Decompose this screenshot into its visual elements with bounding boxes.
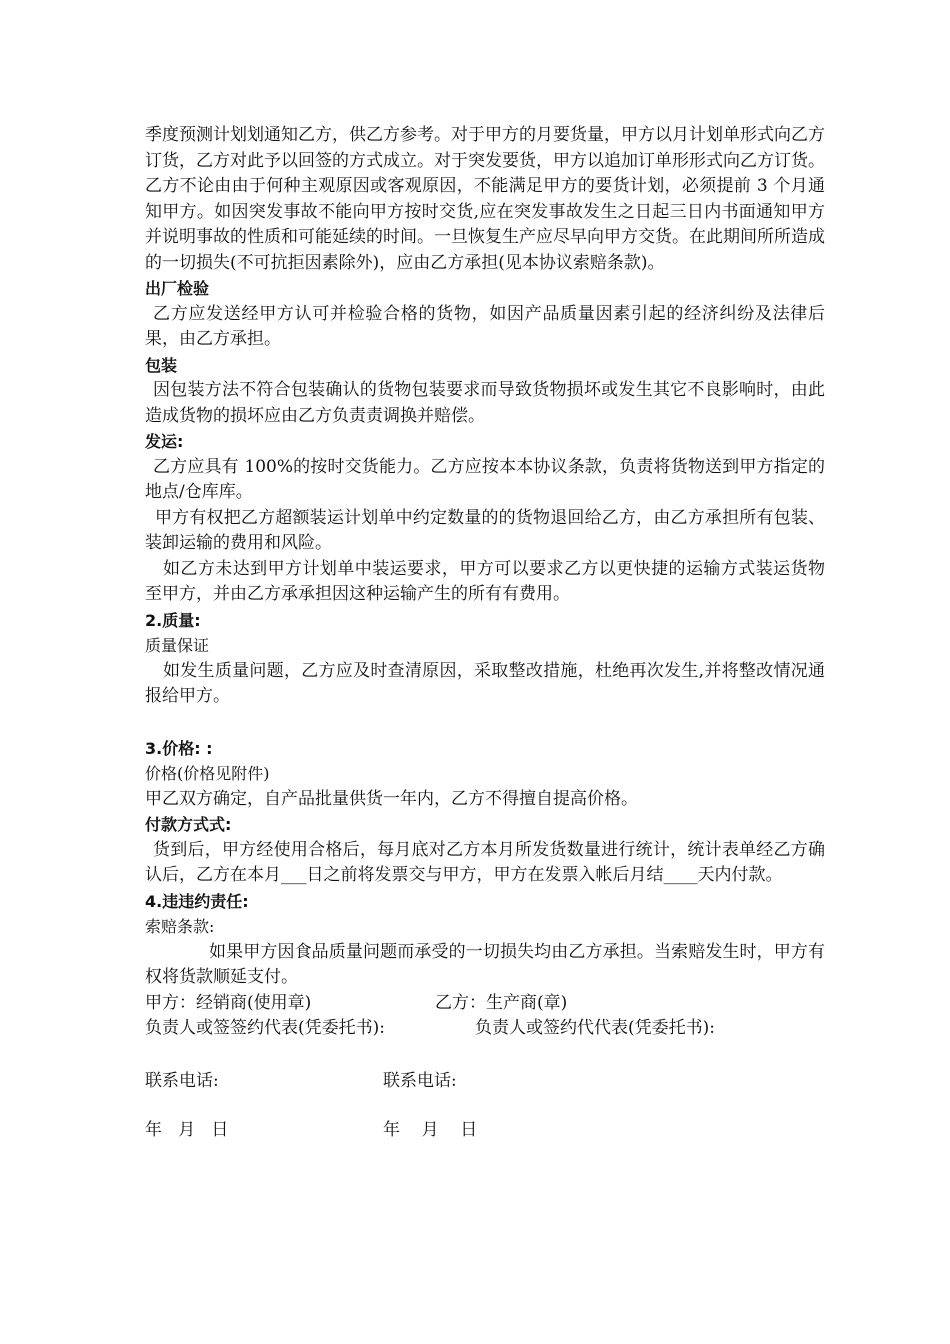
inspection-paragraph: 乙方应发送经甲方认可并检验合格的货物，如因产品质量因素引起的经济纠纷及法律后果，由乙方承担。 xyxy=(145,303,825,349)
shipping-heading: 发运: xyxy=(145,432,184,451)
party-b-label: 乙方：生产商(章) xyxy=(435,992,568,1013)
signature-date-row xyxy=(145,1118,825,1143)
price-paragraph: 甲乙双方确定，自产品批量供货一年内，乙方不得擅自提高价格。 xyxy=(145,788,638,809)
representative-a-label: 负责人或签签约代表(凭委托书): xyxy=(145,1017,385,1038)
liability-paragraph: 如果甲方因食品质量问题而承受的一切损失均由乙方承担。当索赔发生时，甲方有权将货款顺延支付。 xyxy=(145,941,825,987)
packaging-heading: 包装 xyxy=(145,355,178,375)
representative-b-label: 负责人或签约代代表(凭委托书): xyxy=(475,1017,715,1038)
contract-page xyxy=(145,123,825,1143)
shipping-paragraph-3: 如乙方未达到甲方计划单中装运要求，甲方可以要求乙方以更快捷的运输方式装运货物至甲方，并由乙方承承担因这种运输产生的所有有费用。 xyxy=(145,558,825,604)
intro-paragraph: 季度预测计划划通知乙方，供乙方参考。对于甲方的月要货量，甲方以月计划单形式向乙方订货，乙方对此予以回签的方式成立。对于突发要货，甲方以追加订单形形式向乙方订货。乙方不论由由于何种主观原因或客观原因，不能满足甲方的要货计划，必须提前 3 个月通知甲方。如因突发事故不能向甲方按时交货,应在突发事故发生之日起三日内书面通知甲方并说明事故的性质和可能延续的时间。一旦恢复生产应尽早向甲方交货。在此期间所所造成的一切损失(不可抗拒因素除外)，应由乙方承担(见本协议索赔条款)。 xyxy=(145,125,825,273)
signature-representative-row xyxy=(145,1016,825,1041)
quality-paragraph: 如发生质量问题，乙方应及时查清原因，采取整改措施，杜绝再次发生,并将整改情况通报给甲方。 xyxy=(145,660,825,706)
payment-day-blank: ___ xyxy=(281,865,307,885)
date-b-label: 年 月 日 xyxy=(383,1119,478,1140)
payment-paragraph xyxy=(145,838,825,889)
payment-heading: 付款方式式: xyxy=(145,815,232,834)
packaging-paragraph: 因包装方法不符合包装确认的货物包装要求而导致货物损坏或发生其它不良影响时，由此造成货物的损坏应由乙方负责责调换并赔偿。 xyxy=(145,380,825,426)
payment-term-blank: ____ xyxy=(663,865,698,885)
quality-heading: 2.质量: xyxy=(145,610,201,630)
liability-subheading: 索赔条款: xyxy=(145,917,215,936)
shipping-paragraph-2: 甲方有权把乙方超额装运计划单中约定数量的的货物退回给乙方，由乙方承担所有包装、装卸运输的费用和风险。 xyxy=(145,507,825,553)
phone-a-label: 联系电话: xyxy=(145,1070,219,1091)
signature-phone-row xyxy=(145,1069,825,1094)
liability-heading: 4.违违约责任: xyxy=(145,891,249,911)
party-a-label: 甲方：经销商(使用章) xyxy=(145,992,312,1013)
price-heading: 3.价格: : xyxy=(145,738,213,758)
payment-text-b: 日之前将发票交与甲方，甲方在发票入帐后月结 xyxy=(306,865,664,885)
quality-subheading: 质量保证 xyxy=(145,636,210,655)
payment-text-a: 货到后，甲方经使用合格后，每月底对乙方本月所发货数量进行统计，统计表单经乙方确认后，乙方在本月 xyxy=(145,839,825,885)
price-subheading: 价格(价格见附件) xyxy=(145,764,270,783)
payment-text-c: 天内付款。 xyxy=(697,865,783,885)
shipping-paragraph-1: 乙方应具有 100%的按时交货能力。乙方应按本本协议条款，负责将货物送到甲方指定的地点/仓库库。 xyxy=(145,456,825,502)
inspection-heading: 出厂检验 xyxy=(145,279,210,298)
phone-b-label: 联系电话: xyxy=(383,1070,457,1091)
section-spacer xyxy=(145,710,825,736)
signature-parties-row xyxy=(145,991,825,1016)
date-a-label: 年 月 日 xyxy=(145,1119,229,1140)
